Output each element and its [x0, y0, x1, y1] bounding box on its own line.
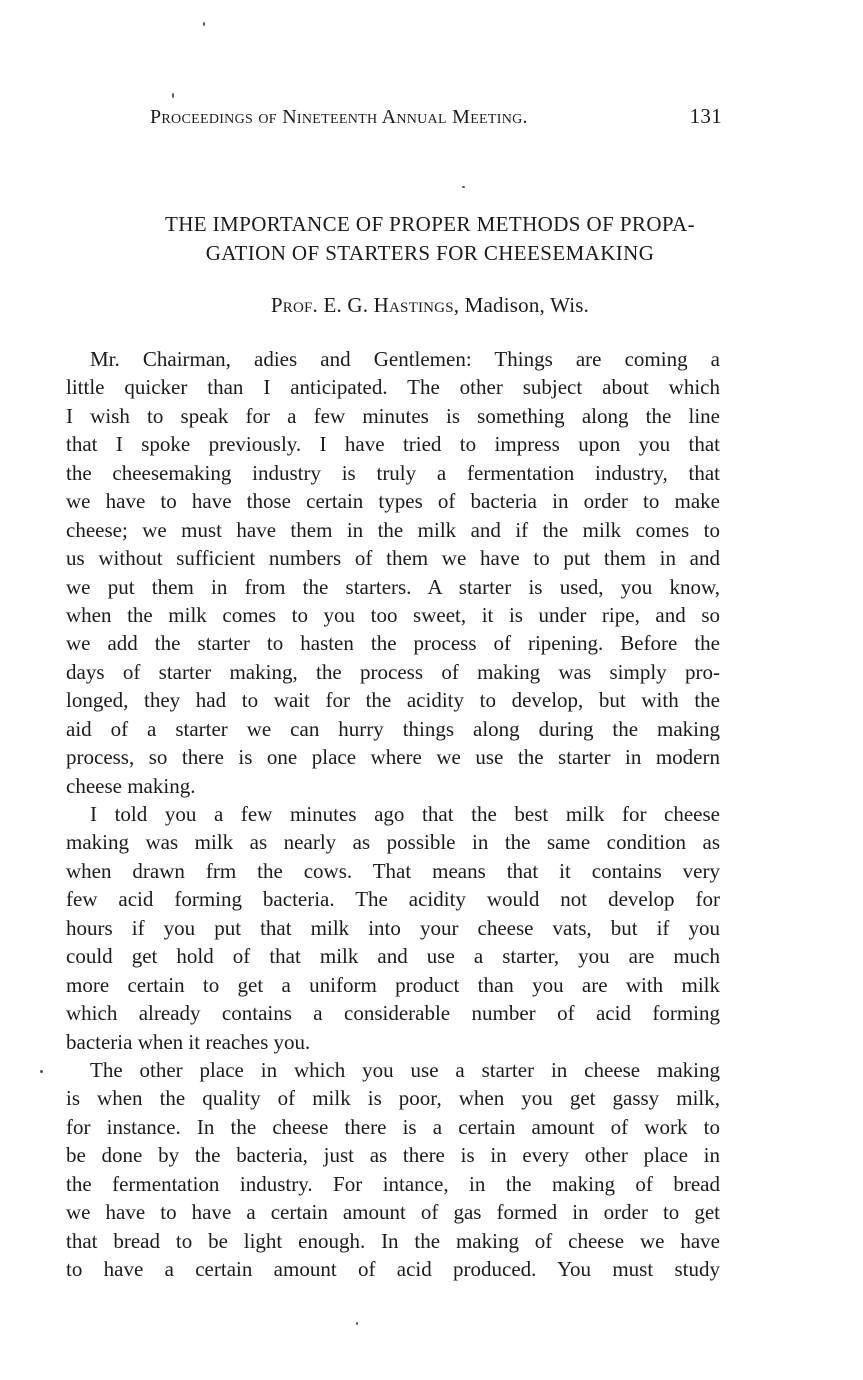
body-line: we add the starter to hasten the process of ripening. Before the — [66, 631, 720, 656]
body-line: days of starter making, the process of making was simply pro- — [66, 659, 720, 684]
body-line: more certain to get a uniform product than you are with milk — [66, 972, 720, 997]
body-line: I wish to speak for a few minutes is something along the line — [66, 403, 720, 428]
author-byline — [60, 293, 800, 318]
running-header-title: Proceedings of Nineteenth Annual Meeting. — [150, 106, 528, 128]
body-line: the fermentation industry. For intance, in the making of bread — [66, 1171, 720, 1196]
body-line: bacteria when it reaches you. — [66, 1029, 311, 1054]
body-line: longed, they had to wait for the acidity to develop, but with the — [66, 688, 720, 713]
body-line: I told you a few minutes ago that the best milk for cheese — [90, 802, 720, 826]
body-line: few acid forming bacteria. The acidity would not develop for — [66, 887, 720, 912]
body-line: is when the quality of milk is poor, when you get gassy milk, — [66, 1086, 720, 1111]
body-line: process, so there is one place where we use the starter in modern — [66, 745, 720, 770]
body-line: that bread to be light enough. In the making of cheese we have — [66, 1228, 720, 1253]
page-number: 131 — [689, 104, 722, 128]
body-line: we have to have a certain amount of gas formed in order to get — [66, 1200, 720, 1225]
body-line: for instance. In the cheese there is a certain amount of work to — [66, 1114, 720, 1139]
body-line: making was milk as nearly as possible in the same condition as — [66, 830, 720, 855]
body-line: which already contains a considerable number of acid forming — [66, 1001, 720, 1026]
body-line: we put them in from the starters. A starter is used, you know, — [66, 574, 720, 599]
body-line: the cheesemaking industry is truly a fermentation industry, that — [66, 460, 720, 485]
article-title-line: THE IMPORTANCE OF PROPER METHODS OF PROPA- — [164, 212, 695, 236]
speck-mark — [203, 22, 205, 26]
author-initials: E. G. — [323, 293, 369, 317]
body-line: us without sufficient numbers of them we have to put them in and — [66, 546, 720, 571]
body-line: that I spoke previously. I have tried to impress upon you that — [66, 432, 720, 457]
article-title-line: GATION OF STARTERS FOR CHEESEMAKING — [205, 241, 655, 265]
body-line: we have to have those certain types of bacteria in order to make — [66, 489, 720, 514]
body-line: to have a certain amount of acid produced. You must study — [66, 1257, 720, 1281]
speck-mark — [40, 1070, 43, 1073]
author-surname: Hastings, — [373, 293, 460, 317]
body-line: The other place in which you use a starter in cheese making — [90, 1057, 720, 1082]
speck-mark — [462, 186, 465, 188]
body-line: cheese; we must have them in the milk and if the milk comes to — [66, 517, 720, 542]
body-line: Mr. Chairman, adies and Gentlemen: Things are coming a — [90, 347, 720, 371]
body-line: when the milk comes to you too sweet, it is under ripe, and so — [66, 602, 720, 627]
speck-mark — [356, 1322, 358, 1325]
body-line: little quicker than I anticipated. The other subject about which — [66, 375, 720, 400]
article-body — [66, 345, 720, 1283]
body-line: could get hold of that milk and use a starter, you are much — [66, 944, 720, 969]
speck-mark — [172, 93, 174, 98]
body-line: cheese making. — [66, 773, 196, 798]
body-line: be done by the bacteria, just as there is in every other place in — [66, 1143, 720, 1168]
body-line: aid of a starter we can hurry things along during the making — [66, 716, 720, 741]
author-title: Prof. — [270, 293, 318, 317]
body-line: when drawn frm the cows. That means that it contains very — [66, 858, 720, 883]
author-location: Madison, Wis. — [464, 293, 590, 317]
running-header — [150, 104, 722, 138]
body-line: hours if you put that milk into your cheese vats, but if you — [66, 915, 720, 940]
article-title — [60, 210, 800, 268]
